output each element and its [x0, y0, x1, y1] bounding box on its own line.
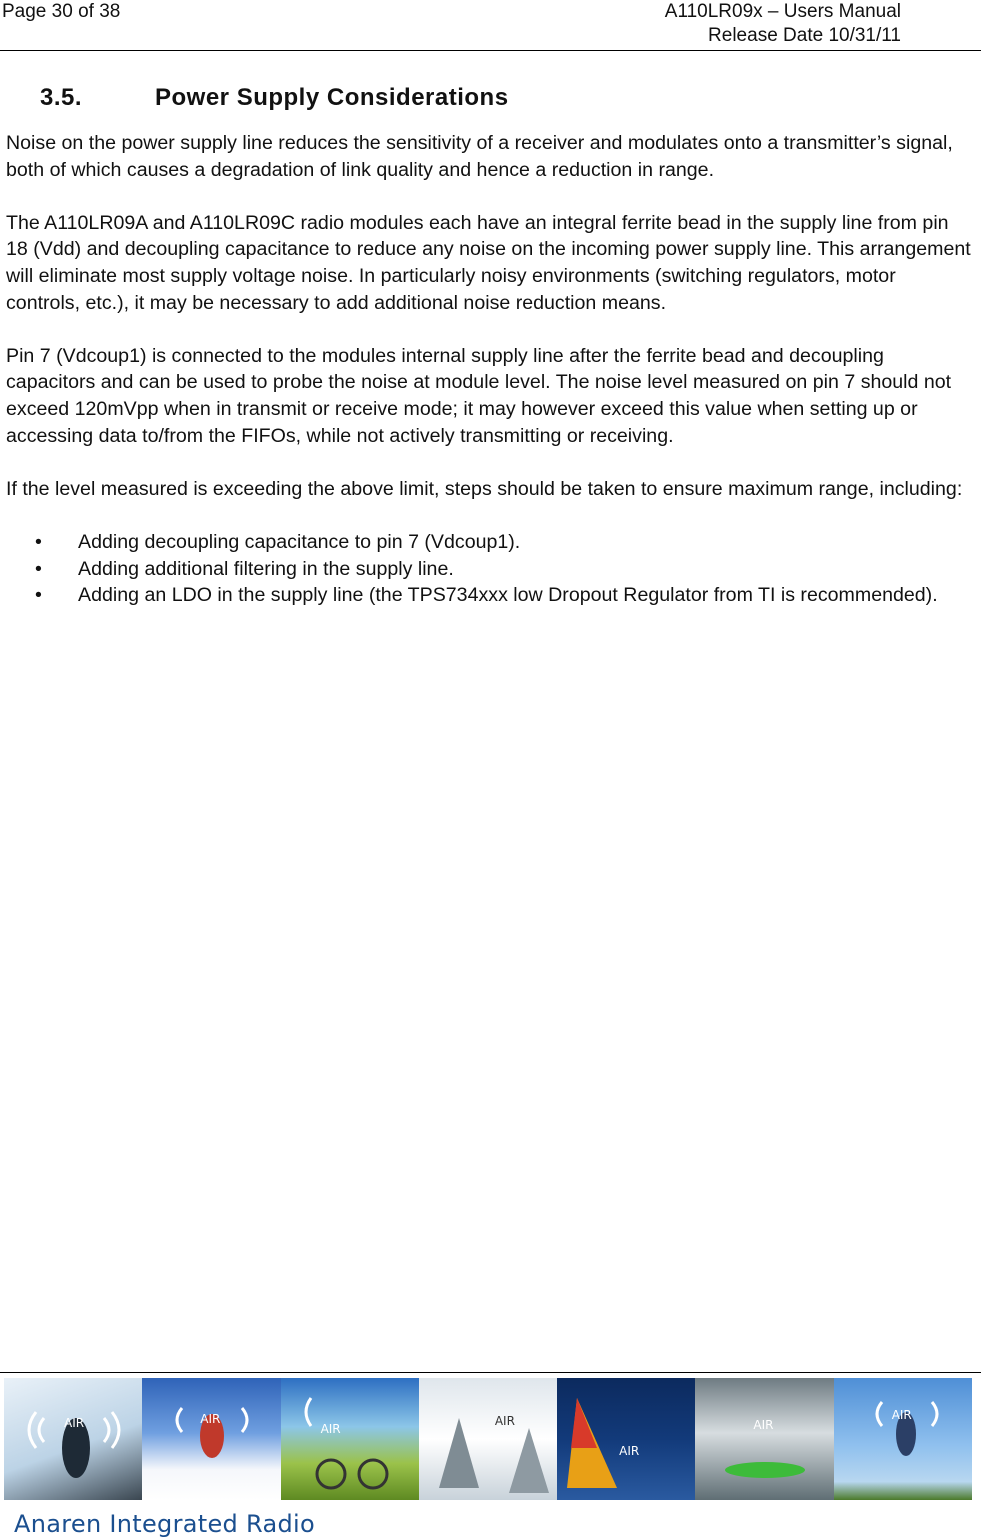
document-title: A110LR09x – Users Manual — [664, 1, 901, 22]
list-item-text: Adding additional filtering in the supply line. — [78, 557, 454, 580]
bullet-icon: • — [35, 530, 42, 553]
wireless-signal-icon — [281, 1378, 419, 1500]
wireless-signal-icon — [4, 1378, 142, 1500]
windsurf-photo — [557, 1378, 695, 1500]
bullet-list — [6, 529, 971, 609]
document-info — [665, 0, 901, 48]
list-item — [6, 582, 971, 609]
section-body — [6, 130, 971, 609]
air-logo: AIR — [891, 1408, 912, 1422]
page-number: Page 30 of 38 — [2, 1, 121, 22]
list-item-text: Adding decoupling capacitance to pin 7 (Vdcoup1). — [78, 530, 521, 553]
sail-graphic — [557, 1378, 695, 1500]
kayak-graphic — [695, 1378, 833, 1500]
paragraph: The A110LR09A and A110LR09C radio modules each have an integral ferrite bead in the supply line from pin 18 (Vdd) and decoupling capacitance to reduce any noise on the incoming power supply line. This arrangement will eliminate most supply voltage noise. In particularly noisy environments (switching regulators, motor controls, etc.), it may be necessary to add additional noise reduction means. — [6, 211, 971, 314]
air-logo: AIR — [320, 1422, 341, 1436]
air-logo: AIR — [494, 1414, 515, 1428]
bike-photo — [281, 1378, 419, 1500]
release-date: Release Date 10/31/11 — [708, 25, 901, 46]
paragraph: If the level measured is exceeding the above limit, steps should be taken to ensure maximum range, including: — [6, 477, 963, 500]
air-logo: AIR — [200, 1412, 221, 1426]
footer-divider — [0, 1372, 981, 1373]
bullet-icon: • — [35, 557, 42, 580]
wireless-signal-icon — [142, 1378, 280, 1500]
ski-photo — [142, 1378, 280, 1500]
air-logo: AIR — [619, 1444, 640, 1458]
header-divider — [0, 50, 981, 51]
bullet-icon: • — [35, 584, 42, 607]
list-item — [6, 529, 971, 556]
wireless-signal-icon — [834, 1378, 972, 1500]
skateboard-photo — [4, 1378, 142, 1500]
page-header — [0, 0, 981, 52]
section-number: 3.5. — [40, 84, 83, 111]
section-heading — [40, 84, 509, 112]
brand-name: Anaren Integrated Radio — [14, 1510, 315, 1538]
list-item-text: Adding an LDO in the supply line (the TPS734xxx low Dropout Regulator from TI is recommended). — [78, 584, 938, 607]
rollerblade-photo — [834, 1378, 972, 1500]
paragraph: Pin 7 (Vdcoup1) is connected to the modules internal supply line after the ferrite bead and decoupling capacitors and can be used to probe the noise at module level. The noise level measured on pin 7 should not exceed 120mVpp when in transmit or receive mode; it may however exceed this value when setting up or accessing data to/from the FIFOs, while not actively transmitting or receiving. — [6, 344, 952, 447]
footer-banner — [4, 1378, 972, 1500]
air-logo: AIR — [64, 1416, 85, 1430]
snowboard-photo — [419, 1378, 557, 1500]
snow-trees-graphic — [419, 1378, 557, 1500]
kayak-photo — [695, 1378, 833, 1500]
paragraph: Noise on the power supply line reduces the sensitivity of a receiver and modulates onto a transmitter’s signal, both of which causes a degradation of link quality and hence a reduction in range. — [6, 132, 953, 181]
list-item — [6, 556, 971, 583]
section-title: Power Supply Considerations — [155, 84, 509, 111]
air-logo: AIR — [753, 1418, 774, 1432]
